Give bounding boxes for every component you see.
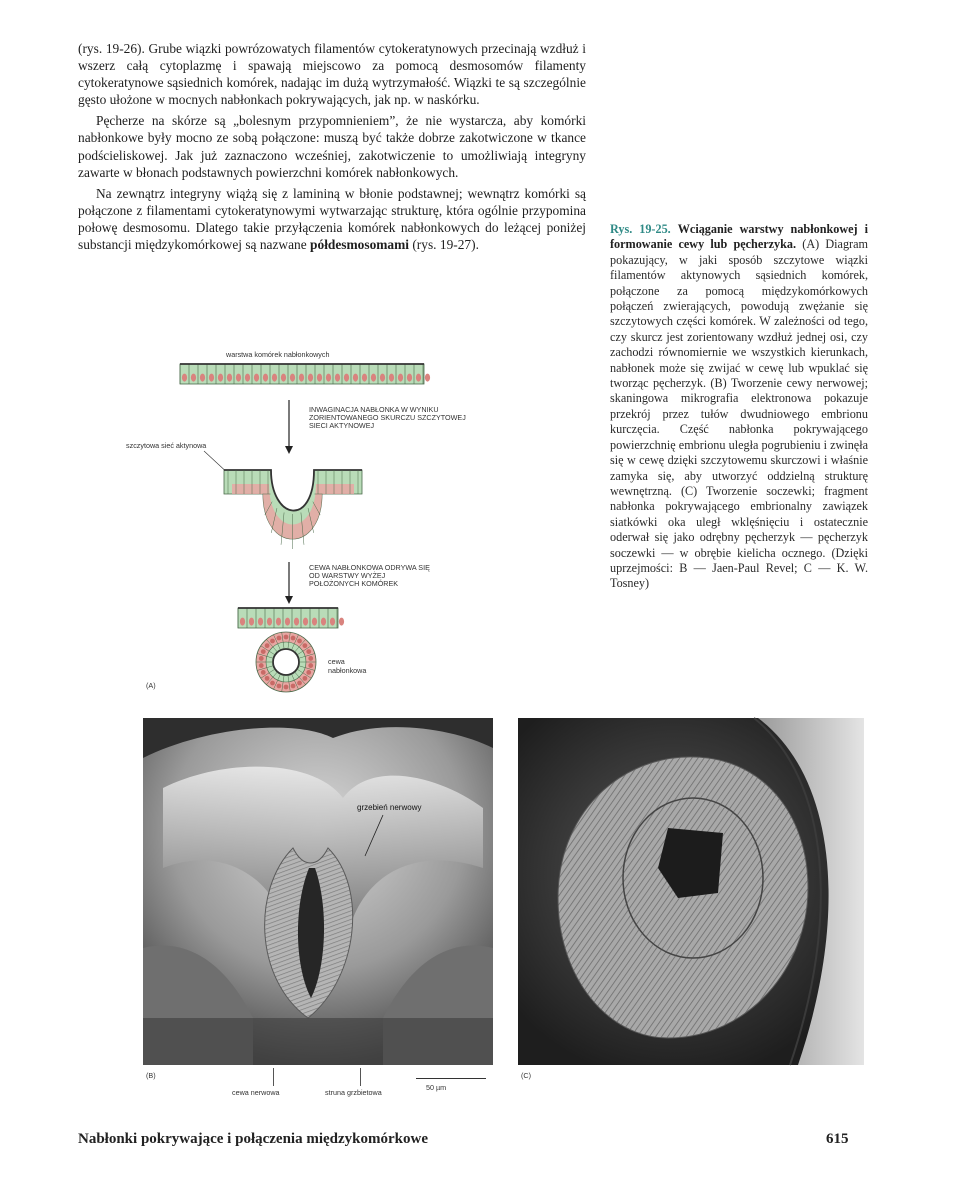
arrow-head-2 <box>285 596 293 604</box>
panel-label-b: (B) <box>146 1071 156 1080</box>
micrograph-neural-tube <box>143 718 493 1065</box>
epithelial-tube <box>256 632 316 692</box>
arrow-head-1 <box>285 446 293 454</box>
label-notochord: struna grzbietowa <box>325 1088 382 1097</box>
running-footer-title: Nabłonki pokrywające i połączenia międzykomórkowe <box>78 1131 428 1147</box>
panel-label-a: (A) <box>146 681 156 690</box>
micrograph-lens <box>518 718 864 1065</box>
paragraph-3 <box>78 185 586 253</box>
figure-caption <box>610 222 868 592</box>
leader-notochord <box>360 1068 361 1086</box>
step2-line-1: CEWA NABŁONKOWA ODRYWA SIĘ <box>309 563 430 572</box>
label-neural-tube: cewa nerwowa <box>232 1088 280 1097</box>
paragraph-3-end: (rys. 19-27). <box>409 237 479 253</box>
invaginated-epithelium <box>224 470 362 549</box>
panel-label-c: (C) <box>521 1071 531 1080</box>
paragraph-3-start: Na zewnątrz integryny wiążą się z lamininą w błonie podstawnej; wewnątrz komórki są połączone z filamentami cytokeratynowymi wytwarzając strukturę, która ogólnie przypomina połowę desmosomu. Dlatego takie przyłączenia komórek nabłonkowych do leżącej poniżej substancji międzykomórkowej są nazwane <box>78 185 586 253</box>
body-text-column <box>78 40 586 257</box>
caption-figure-number: Rys. 19-25. <box>610 222 671 236</box>
label-epithelial-layer: warstwa komórek nabłonkowych <box>226 350 330 359</box>
label-tube-1: cewa <box>328 657 345 666</box>
paragraph-2: Pęcherze na skórze są „bolesnym przypomnieniem”, że nie wystarcza, aby komórki nabłonkowe były mocno ze sobą połączone: muszą być także dobrze zakotwiczone w tkance podścieliskowej. Jak już zaznaczono wcześniej, zakotwiczenie to umożliwiają integryny zawarte w błonach podstawnych powierzchni komórek nabłonkowych. <box>78 113 586 180</box>
scale-bar <box>416 1078 486 1079</box>
step1-line-1: INWAGINACJA NABŁONKA W WYNIKU <box>309 405 439 414</box>
invagination-diagram <box>126 348 556 698</box>
step1-line-2: ZORIENTOWANEGO SKURCZU SZCZYTOWEJ <box>309 413 466 422</box>
micrograph-b-image <box>143 718 493 1065</box>
leader-neural-tube <box>273 1068 274 1086</box>
step2-line-2: OD WARSTWY WYŻEJ <box>309 571 386 580</box>
caption-title: Wciąganie warstwy nabłonkowej i formowanie cewy lub pęcherzyka. <box>610 222 868 252</box>
label-neural-crest: grzebień nerwowy <box>357 803 422 812</box>
label-apical-actin: szczytowa sieć aktynowa <box>126 441 207 450</box>
scale-bar-label: 50 µm <box>426 1083 447 1092</box>
micrograph-c-image <box>518 718 864 1065</box>
flat-epithelium-top <box>180 364 430 384</box>
caption-body: (A) Diagram pokazujący, w jaki sposób szczytowe wiązki filamentów aktynowych sąsiednich komórek, połączone za pomocą międzykomórkowych połączeń zwierających, powodują zwężanie się szczytowych części komórek. W zależności od tego, czy skurcz jest zorientowany wzdłuż jednej osi, czy zachodzi równomiernie we wszystkich kierunkach, nabłonek może się zwijać w cewę lub wpuklać się tworząc pęcherzyk. (B) Tworzenie cewy nerwowej; skaningowa mikrografia elektronowa pokazuje przekrój przez tułów dwudniowego embrionu kurczęcia. Część nabłonka pokrywającego powierzchnię embrionu uległa pogrubieniu i zwinęła się w cewę dzięki szczytowemu skurczowi i właśnie zamyka się, aby utworzyć oddzielną strukturę wewnętrzną. (C) Tworzenie soczewki; fragment nabłonka pokrywającego embrionalny zawiązek siatkówki oka uległ wklęśnięciu i ostatecznie oderwał się jako odrębny pęcherzyk — pęcherzyk soczewki — w obrębie kielicha ocznego. (Dzięki uprzejmości: B — Jaen-Paul Revel; C — K. W. Tosney) <box>610 237 868 591</box>
label-tube-2: nabłonkowa <box>328 666 367 675</box>
step1-line-3: SIECI AKTYNOWEJ <box>309 421 375 430</box>
step2-line-3: POŁOŻONYCH KOMÓREK <box>309 579 399 588</box>
flat-epithelium-bottom <box>238 608 344 628</box>
term-hemidesmosomes: półdesmosomami <box>310 237 409 253</box>
page-number: 615 <box>826 1131 849 1147</box>
paragraph-1: (rys. 19-26). Grube wiązki powrózowatych filamentów cytokeratynowych przecinają wzdłuż i wszerz całą cytoplazmę i spawają miejscowo za pomocą desmosomów filamenty cytokeratynowe sąsiednich komórek, nadając im dużą wytrzymałość. Wiązki te są szczególnie gęsto ułożone w mocnych nabłonkach pokrywających, jak np. w naskórku. <box>78 41 586 108</box>
